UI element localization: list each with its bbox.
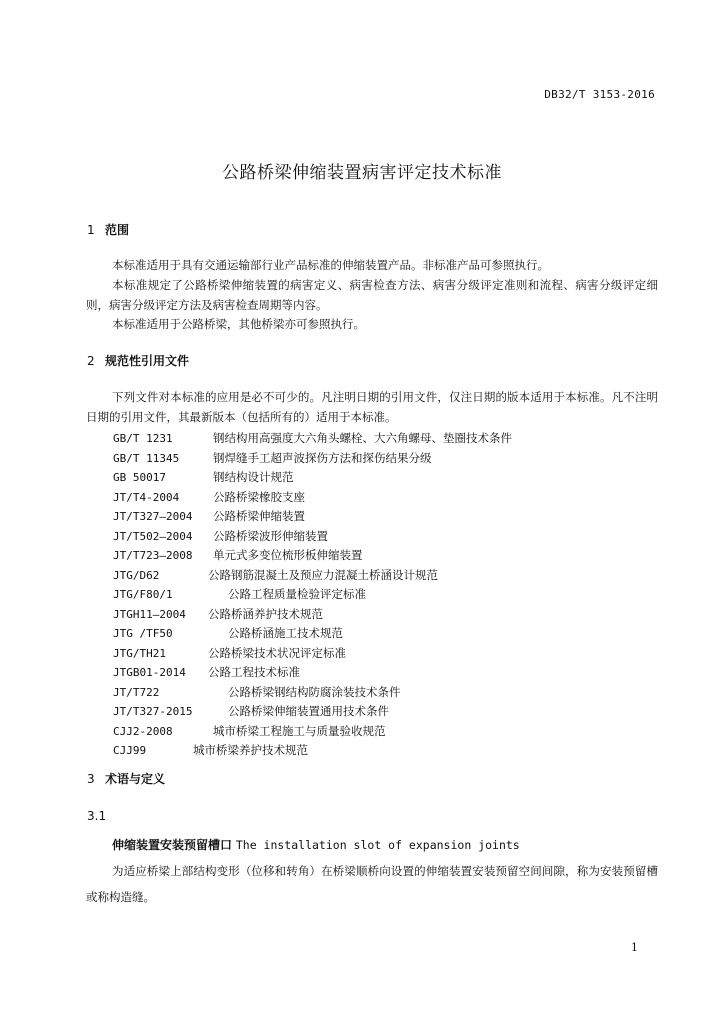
- reference-title: 公路桥涵养护技术规范: [208, 606, 323, 621]
- reference-title: 公路桥梁伸缩装置: [213, 509, 305, 523]
- reference-code: GB/T 1231: [113, 432, 173, 445]
- document-title: 公路桥梁伸缩装置病害评定技术标准: [222, 163, 502, 183]
- reference-code: JTG/F80/1: [113, 588, 173, 601]
- reference-code: CJJ99: [113, 744, 147, 757]
- reference-code: JTGB01-2014: [113, 666, 186, 679]
- reference-code: JTG/D62: [113, 568, 160, 582]
- reference-item: [113, 508, 305, 524]
- reference-title: 公路工程质量检验评定标准: [228, 587, 366, 601]
- reference-code: JTGH11—2004: [113, 607, 186, 621]
- section-title: 范围: [105, 223, 130, 237]
- reference-code: JT/T327—2004: [113, 510, 193, 523]
- reference-item: [113, 664, 300, 680]
- scope-paragraph-2: 本标准规定了公路桥梁伸缩装置的病害定义、病害检查方法、病害分级评定准则和流程、病害分级评定细则，病害分级评定方法及病害检查周期等内容。: [86, 278, 658, 312]
- section-number: 3: [87, 772, 95, 786]
- reference-code: JTG /TF50: [113, 627, 173, 640]
- term-chinese: 伸缩装置安装预留槽口: [112, 838, 233, 852]
- reference-item: [113, 703, 389, 719]
- section-heading-scope: [87, 221, 129, 238]
- reference-item: [113, 606, 323, 622]
- standard-code: DB32/T 3153-2016: [544, 88, 655, 101]
- reference-title: 城市桥梁养护技术规范: [193, 743, 308, 757]
- page-number: 1: [631, 941, 638, 954]
- reference-title: 公路桥涵施工技术规范: [228, 626, 343, 640]
- reference-title: 公路工程技术标准: [208, 665, 300, 679]
- reference-item: [113, 489, 305, 505]
- reference-item: [113, 450, 432, 466]
- term-definition: 为适应桥梁上部结构变形（位移和转角）在桥梁顺桥向设置的伸缩装置安装预留空间间隙，称为安装预留槽或称构造缝。: [86, 864, 658, 904]
- reference-code: GB/T 11345: [113, 451, 180, 465]
- section-heading-normative: [87, 352, 189, 369]
- reference-code: JT/T723—2008: [113, 549, 193, 562]
- reference-item: [113, 625, 343, 641]
- reference-title: 城市桥梁工程施工与质量验收规范: [213, 723, 386, 738]
- term-entry: [112, 836, 520, 853]
- section-title: 术语与定义: [105, 772, 166, 786]
- reference-item: [113, 742, 308, 758]
- reference-title: 钢结构用高强度大六角头螺栓、大六角螺母、垫圈技术条件: [213, 431, 512, 445]
- reference-code: JT/T327-2015: [113, 705, 193, 718]
- section-number: 2: [87, 354, 95, 368]
- reference-code: JT/T4-2004: [113, 490, 180, 504]
- reference-title: 钢结构设计规范: [213, 470, 294, 484]
- scope-paragraph-3: 本标准适用于公路桥梁，其他桥梁亦可参照执行。: [112, 317, 365, 331]
- subsection-number: 3.1: [87, 809, 107, 823]
- scope-paragraph-1: 本标准适用于具有交通运输部行业产品标准的伸缩装置产品。非标准产品可参照执行。: [112, 258, 549, 272]
- reference-title: 公路桥梁技术状况评定标准: [208, 645, 346, 660]
- reference-item: [113, 684, 401, 700]
- reference-item: [113, 528, 328, 544]
- reference-title: 公路桥梁波形伸缩装置: [213, 528, 328, 543]
- reference-item: [113, 723, 386, 739]
- reference-item: [113, 586, 366, 602]
- reference-code: JT/T502—2004: [113, 529, 193, 543]
- reference-title: 钢焊缝手工超声波探伤方法和探伤结果分级: [213, 450, 432, 465]
- reference-code: GB 50017: [113, 471, 166, 484]
- reference-title: 单元式多变位梳形板伸缩装置: [213, 548, 363, 562]
- term-english: The installation slot of expansion joints: [235, 838, 520, 852]
- section-number: 1: [87, 223, 95, 237]
- normative-intro: 下列文件对本标准的应用是必不可少的。凡注明日期的引用文件，仅注日期的版本适用于本标准。凡不注明日期的引用文件，其最新版本（包括所有的）适用于本标准。: [86, 390, 658, 424]
- reference-code: CJJ2-2008: [113, 724, 173, 738]
- reference-item: [113, 645, 346, 661]
- section-title: 规范性引用文件: [105, 354, 190, 368]
- reference-title: 公路桥梁橡胶支座: [213, 489, 305, 504]
- reference-title: 公路桥梁钢结构防腐涂装技术条件: [228, 684, 401, 699]
- section-heading-terms: [87, 770, 165, 787]
- reference-item: [113, 469, 294, 485]
- reference-code: JT/T722: [113, 685, 160, 699]
- reference-title: 公路桥梁伸缩装置通用技术条件: [228, 704, 389, 718]
- reference-item: [113, 547, 363, 563]
- reference-item: [113, 430, 512, 446]
- reference-title: 公路钢筋混凝土及预应力混凝土桥涵设计规范: [208, 567, 438, 582]
- reference-code: JTG/TH21: [113, 646, 166, 660]
- reference-item: [113, 567, 438, 583]
